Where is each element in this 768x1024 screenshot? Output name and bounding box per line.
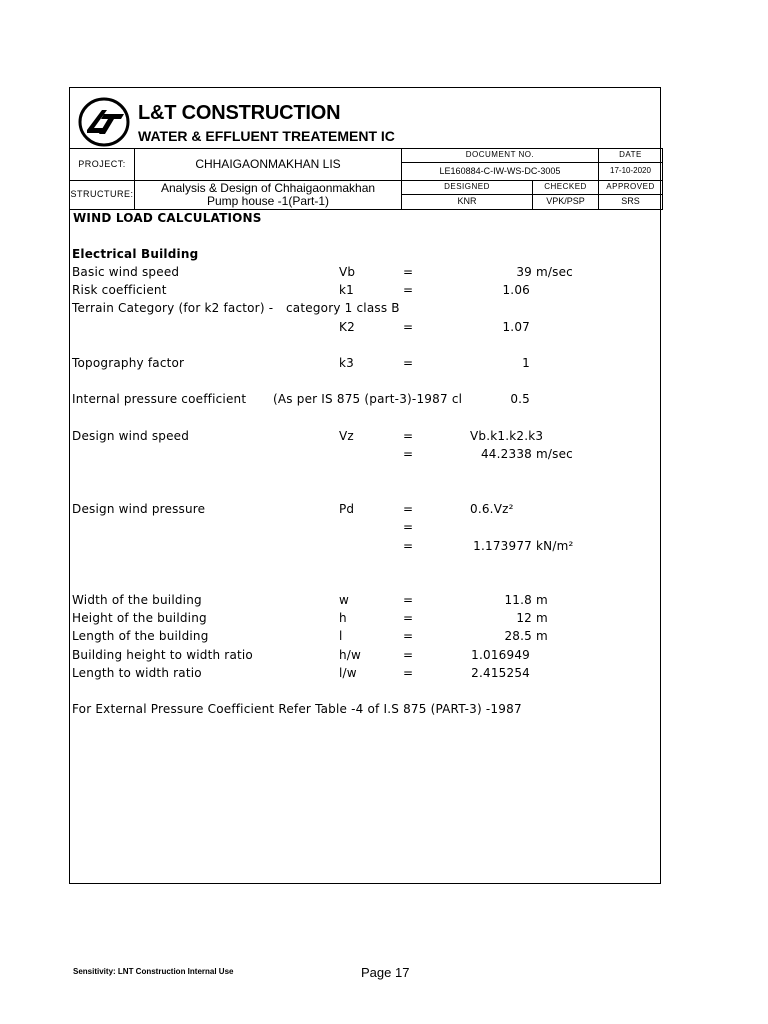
document-no-value: LE160884-C-IW-WS-DC-3005 xyxy=(401,162,599,181)
length-width-ratio-eq: = xyxy=(403,666,414,680)
structure-line-1: Analysis & Design of Chhaigaonmakhan xyxy=(160,181,376,196)
approved-value: SRS xyxy=(598,194,663,210)
risk-coefficient-label: Risk coefficient xyxy=(72,283,167,297)
k2-symbol: K2 xyxy=(339,320,355,334)
design-wind-pressure-eq-2: = xyxy=(403,520,414,534)
width-label: Width of the building xyxy=(72,593,202,607)
height-width-ratio-value: 1.016949 xyxy=(471,648,530,662)
height-width-ratio-symbol: h/w xyxy=(339,648,362,662)
width-eq: = xyxy=(403,593,414,607)
k2-value: 1.07 xyxy=(502,320,530,334)
length-eq: = xyxy=(403,629,414,643)
height-symbol: h xyxy=(339,611,347,625)
date-value: 17-10-2020 xyxy=(598,162,663,181)
design-wind-pressure-eq-3: = xyxy=(403,539,414,553)
date-label: DATE xyxy=(598,148,663,163)
length-symbol: l xyxy=(339,629,343,643)
design-wind-speed-eq: = xyxy=(403,429,414,443)
width-unit: m xyxy=(536,593,548,607)
basic-wind-speed-symbol: Vb xyxy=(339,265,356,279)
length-value: 28.5 xyxy=(504,629,532,643)
company-name: L&T CONSTRUCTION xyxy=(138,102,341,124)
design-wind-pressure-formula: 0.6.Vz² xyxy=(470,502,514,516)
width-value: 11.8 xyxy=(504,593,532,607)
risk-coefficient-symbol: k1 xyxy=(339,283,354,297)
topography-eq: = xyxy=(403,356,414,370)
structure-label: STRUCTURE: xyxy=(69,180,135,210)
section-heading: Electrical Building xyxy=(72,247,199,261)
project-label: PROJECT: xyxy=(69,148,135,181)
approved-label: APPROVED xyxy=(598,180,663,195)
length-width-ratio-value: 2.415254 xyxy=(471,666,530,680)
design-wind-speed-value: 44.2338 xyxy=(480,447,532,461)
basic-wind-speed-unit: m/sec xyxy=(536,265,573,279)
checked-value: VPK/PSP xyxy=(532,194,599,210)
design-wind-speed-formula: Vb.k1.k2.k3 xyxy=(470,429,544,443)
title-block xyxy=(70,88,662,148)
page-number: Page 17 xyxy=(361,965,410,980)
internal-pressure-label: Internal pressure coefficient xyxy=(72,392,247,406)
k2-eq: = xyxy=(403,320,414,334)
height-unit: m xyxy=(536,611,548,625)
width-symbol: w xyxy=(339,593,350,607)
risk-coefficient-value: 1.06 xyxy=(502,283,530,297)
document-no-label: DOCUMENT NO. xyxy=(401,148,599,163)
design-wind-speed-eq-2: = xyxy=(403,447,414,461)
terrain-category-label: Terrain Category (for k2 factor) - xyxy=(72,301,274,315)
internal-pressure-note: (As per IS 875 (part-3)-1987 cl xyxy=(273,392,463,406)
height-value: 12 xyxy=(516,611,532,625)
lt-logo-icon xyxy=(78,96,130,148)
basic-wind-speed-eq: = xyxy=(403,265,414,279)
project-value: CHHAIGAONMAKHAN LIS xyxy=(134,148,402,181)
height-label: Height of the building xyxy=(72,611,207,625)
length-width-ratio-label: Length to width ratio xyxy=(72,666,202,680)
division-name: WATER & EFFLUENT TREATEMENT IC xyxy=(138,128,395,144)
length-unit: m xyxy=(536,629,548,643)
design-wind-pressure-value: 1.173977 xyxy=(473,539,532,553)
external-pressure-note: For External Pressure Coefficient Refer Table -4 of I.S 875 (PART-3) -1987 xyxy=(72,702,522,716)
length-width-ratio-symbol: l/w xyxy=(339,666,357,680)
designed-label: DESIGNED xyxy=(401,180,533,195)
height-width-ratio-label: Building height to width ratio xyxy=(72,648,253,662)
structure-value xyxy=(134,180,402,210)
basic-wind-speed-label: Basic wind speed xyxy=(72,265,180,279)
designed-value: KNR xyxy=(401,194,533,210)
sensitivity-label: Sensitivity: LNT Construction Internal Use xyxy=(73,967,234,976)
structure-line-2: Pump house -1(Part-1) xyxy=(206,194,330,208)
section-title: WIND LOAD CALCULATIONS xyxy=(73,211,262,225)
height-eq: = xyxy=(403,611,414,625)
calculation-sheet xyxy=(69,87,661,884)
design-wind-speed-label: Design wind speed xyxy=(72,429,190,443)
design-wind-pressure-unit: kN/m² xyxy=(536,539,574,553)
design-wind-speed-unit: m/sec xyxy=(536,447,573,461)
length-label: Length of the building xyxy=(72,629,209,643)
design-wind-speed-symbol: Vz xyxy=(339,429,354,443)
topography-symbol: k3 xyxy=(339,356,354,370)
basic-wind-speed-value: 39 xyxy=(516,265,532,279)
design-wind-pressure-symbol: Pd xyxy=(339,502,355,516)
design-wind-pressure-eq: = xyxy=(403,502,414,516)
checked-label: CHECKED xyxy=(532,180,599,195)
topography-value: 1 xyxy=(522,356,530,370)
risk-coefficient-eq: = xyxy=(403,283,414,297)
topography-label: Topography factor xyxy=(72,356,185,370)
height-width-ratio-eq: = xyxy=(403,648,414,662)
design-wind-pressure-label: Design wind pressure xyxy=(72,502,206,516)
internal-pressure-value: 0.5 xyxy=(510,392,530,406)
terrain-category-note: category 1 class B xyxy=(286,301,400,315)
